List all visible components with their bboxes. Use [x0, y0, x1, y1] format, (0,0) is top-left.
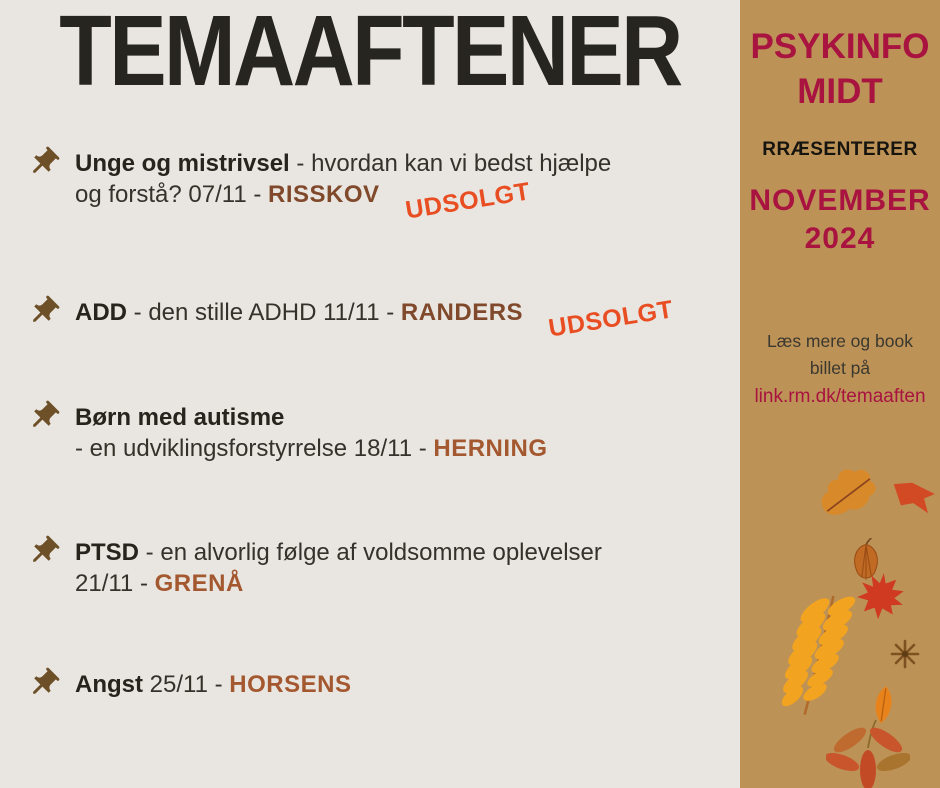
- event-name: ADD: [75, 299, 127, 326]
- event-item-angst: [26, 669, 351, 701]
- creeper-leaf-icon: [826, 718, 910, 788]
- pushpin-icon: [19, 138, 68, 187]
- event-line1: [75, 402, 548, 433]
- pushpin-icon: [19, 287, 68, 336]
- event-location: RISSKOV: [268, 181, 380, 208]
- event-location: GRENÅ: [154, 570, 244, 597]
- event-description: - hvordan kan vi bedst hjælpe: [289, 150, 612, 177]
- event-item-ptsd: [26, 537, 602, 599]
- month-title: [740, 182, 940, 258]
- pushpin-icon: [19, 527, 68, 576]
- event-location: RANDERS: [400, 299, 524, 326]
- event-text: [75, 148, 612, 225]
- event-line2: [75, 568, 602, 599]
- cta-block: [740, 328, 940, 410]
- pushpin-icon: [19, 392, 68, 441]
- sidebar: [740, 0, 940, 788]
- event-line1: [75, 295, 676, 343]
- event-date: 25/11 -: [143, 671, 230, 698]
- event-name: Børn med autisme: [75, 404, 285, 431]
- event-text: [75, 402, 548, 464]
- month-name: NOVEMBER: [749, 184, 931, 217]
- event-line2: [75, 433, 548, 464]
- event-item-boern-med-autisme: [26, 402, 548, 464]
- event-date: og forstå? 07/11 -: [75, 181, 269, 208]
- event-text: [75, 295, 676, 343]
- event-line1: [75, 148, 611, 179]
- booking-link[interactable]: link.rm.dk/temaaften: [754, 386, 926, 407]
- event-text: [75, 669, 351, 700]
- star-anise-icon: [890, 639, 920, 669]
- cta-line1: Læs mere og book: [767, 331, 913, 351]
- soldout-badge: UDSOLGT: [403, 177, 532, 225]
- event-name: Unge og mistrivsel: [75, 150, 290, 177]
- cta-line2: billet på: [809, 358, 871, 378]
- event-description: - den stille ADHD 11/11 -: [127, 299, 401, 326]
- rowan-leaf-icon: [770, 594, 862, 717]
- pushpin-icon: [19, 659, 68, 708]
- event-name: PTSD: [75, 539, 140, 566]
- brand-line1: PSYKINFO: [750, 27, 930, 66]
- event-item-unge-og-mistrivsel: [26, 148, 612, 225]
- event-date: 21/11 -: [75, 570, 155, 597]
- soldout-badge: UDSOLGT: [546, 295, 676, 343]
- event-line1: [75, 537, 602, 568]
- event-line1: [75, 669, 351, 700]
- event-description: - en udviklingsforstyrrelse 18/11 -: [75, 435, 434, 462]
- event-text: [75, 537, 602, 599]
- brand-title: [740, 24, 940, 114]
- red-leaf-fragment-icon: [888, 478, 938, 518]
- event-item-add: [26, 295, 676, 343]
- event-line2: [75, 177, 611, 225]
- event-location: HORSENS: [229, 671, 352, 698]
- event-name: Angst: [75, 671, 143, 698]
- page-title: TEMAAFTENER: [59, 0, 681, 107]
- event-description: - en alvorlig følge af voldsomme oplevelser: [139, 539, 602, 566]
- brand-line2: MIDT: [797, 72, 883, 111]
- oak-leaf-icon: [815, 463, 884, 523]
- event-location: HERNING: [433, 435, 548, 462]
- month-year: 2024: [804, 222, 876, 255]
- presents-label: RRÆSENTERER: [762, 139, 918, 160]
